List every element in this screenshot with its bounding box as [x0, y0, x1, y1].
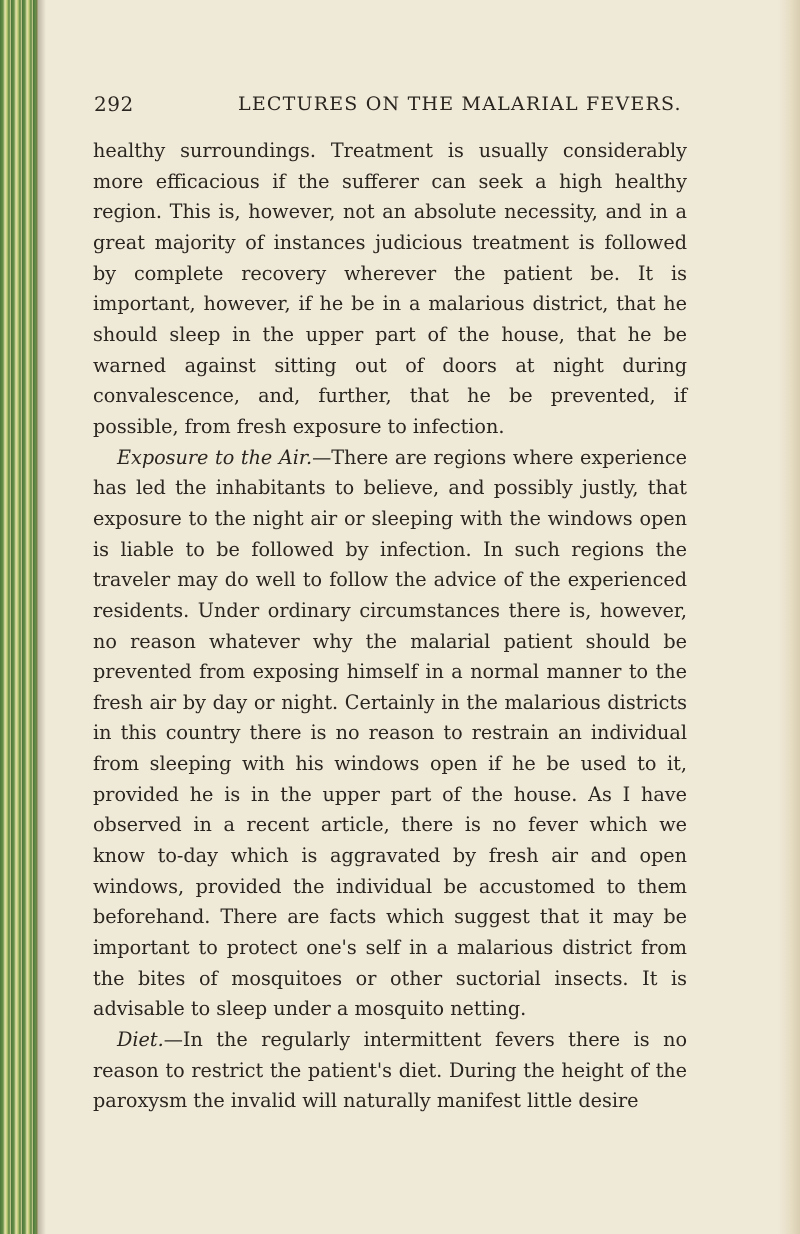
- page-right-edge: [778, 0, 800, 1234]
- running-title: LECTURES ON THE MALARIAL FEVERS.: [238, 93, 682, 115]
- body-text: [93, 136, 687, 1117]
- paragraph-exposure: [93, 443, 687, 1025]
- paragraph-treatment: [93, 136, 687, 443]
- book-binding-edge: [0, 0, 38, 1234]
- paragraph-text: healthy surroundings. Treatment is usually considerably more efficacious if the sufferer can seek a high healthy region. This is, however, not an absolute necessity, and in a great majority of instances judicious treatment is followed by complete recovery wherever the patient be. It is important, however, if he be in a malarious district, that he should sleep in the upper part of the house, that he be warned against sitting out of doors at night during convalescence, and, further, that he be prevented, if possible, from fresh exposure to infection.: [93, 139, 687, 438]
- paragraph-text: —In the regularly intermittent fevers there is no reason to restrict the patient's diet. During the height of the paroxysm the invalid will naturally manifest little desire: [93, 1028, 687, 1113]
- running-header: [94, 92, 684, 120]
- binding-shadow: [36, 0, 46, 1234]
- page-number: 292: [94, 92, 134, 116]
- section-heading-diet: Diet.: [117, 1028, 164, 1052]
- paragraph-text: —There are regions where experience has led the inhabitants to believe, and possibly justly, that exposure to the night air or sleeping with the windows open is liable to be followed by infection. In such regions the traveler may do well to follow the advice of the experienced residents. Under ordinary circumstances there is, however, no reason whatever why the malarial patient should be prevented from exposing himself in a normal manner to the fresh air by day or night. Certainly in the malarious districts in this country there is no reason to restrain an individual from sleeping with his windows open if he be used to it, provided he is in the upper part of the house. As I have observed in a recent article, there is no fever which we know to-day which is aggravated by fresh air and open windows, provided the individual be accustomed to them beforehand. There are facts which suggest that it may be important to protect one's self in a malarious district from the bites of mosquitoes or other suctorial insects. It is advisable to sleep under a mosquito netting.: [93, 445, 687, 1021]
- paragraph-diet: [93, 1025, 687, 1117]
- section-heading-exposure: Exposure to the Air.: [117, 445, 313, 469]
